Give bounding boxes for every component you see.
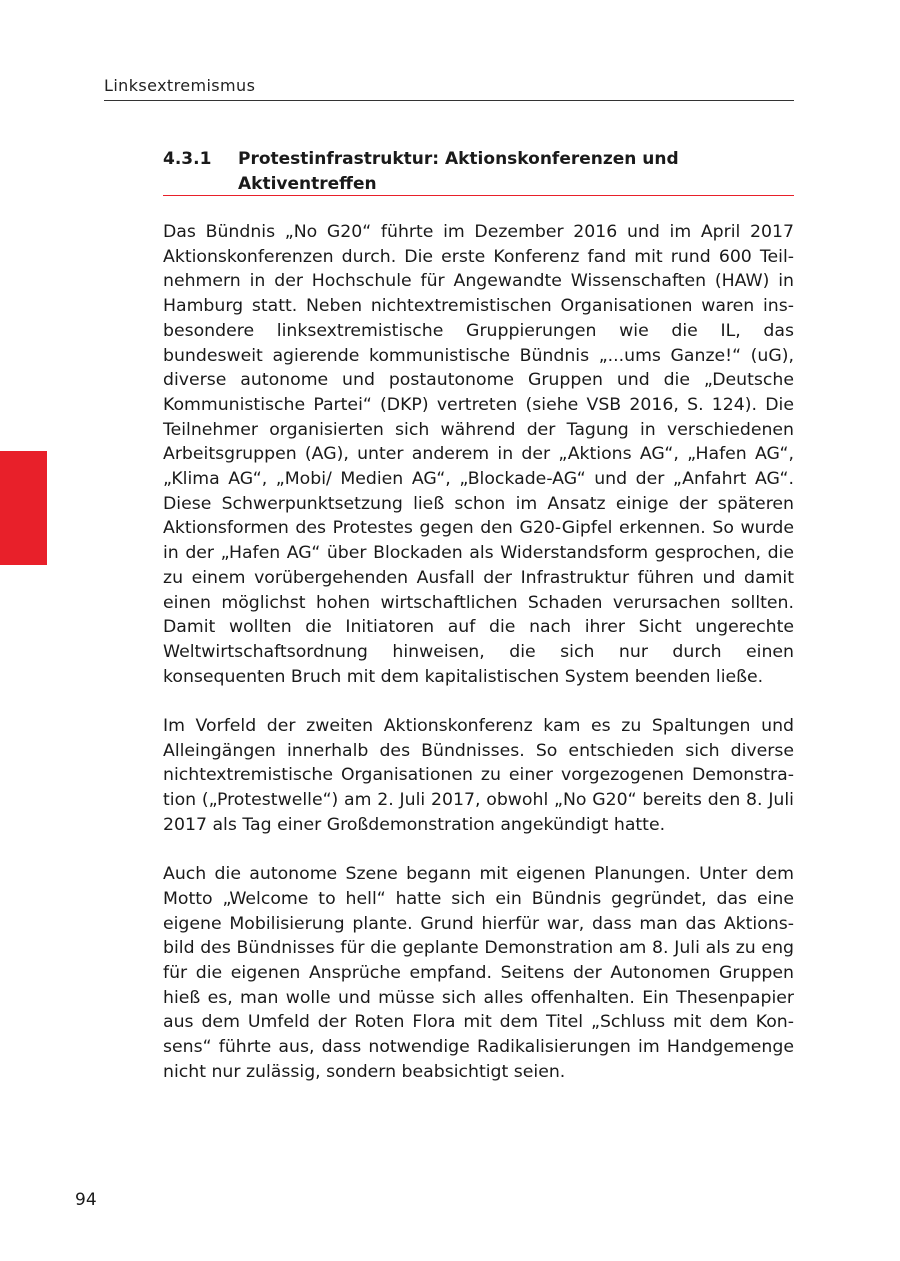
paragraph-2: Im Vorfeld der zweiten Aktionskonferenz kam es zu Spaltungen und Alleingängen innerhalb des Bündnisses. So entschieden sich diverse nichtextremistische Organisationen zu einer vorgezogenen Demonstration („Protestwelle“) am 2. Juli 2017, obwohl „No G20“ bereits den 8. Juli 2017 als Tag einer Großdemonstration angekündigt hatte.	[163, 716, 794, 835]
section-number: 4.3.1	[163, 149, 212, 169]
chapter-tab-marker	[0, 451, 47, 565]
running-head: Linksextremismus	[104, 76, 256, 95]
paragraph-1: Das Bündnis „No G20“ führte im Dezember 2016 und im April 2017 Aktionskonferenzen durch. Die erste Konferenz fand mit rund 600 Teilnehmern in der Hochschule für Angewandte Wissenschaften (HAW) in Hamburg statt. Neben nichtextremistischen Organisationen waren insbesondere linksextremistische Gruppierungen wie die IL, das bundesweit agierende kommunistische Bündnis „...ums Ganze!“ (uG), diverse autonome und postautonome Gruppen und die „Deutsche Kommunistische Partei“ (DKP) vertreten (siehe VSB 2016, S. 124). Die Teilnehmer organisierten sich während der Tagung in verschiedenen Arbeitsgruppen (AG), unter anderem in der „Aktions AG“, „Hafen AG“, „Klima AG“, „Mobi/ Medien AG“, „Blockade-AG“ und der „Anfahrt AG“. Diese Schwerpunktsetzung ließ schon im Ansatz einige der späteren Aktionsformen des Protestes gegen den G20-Gipfel erkennen. So wurde in der „Hafen AG“ über Blockaden als Widerstandsform gesprochen, die zu einem vorübergehenden Ausfall der Infrastruktur führen und damit einen möglichst hohen wirtschaftlichen Schaden verursachen sollten. Damit wollten die Initiatoren auf die nach ihrer Sicht ungerechte Weltwirtschaftsordnung hinweisen, die sich nur durch einen konsequenten Bruch mit dem kapitalistischen System beenden ließe.	[163, 222, 794, 687]
section-title: Protestinfrastruktur: Aktionskonferenzen und Aktiventreffen	[238, 149, 679, 194]
body-text	[163, 220, 794, 1109]
header-divider	[104, 100, 794, 101]
section-heading	[163, 147, 794, 197]
paragraph-3: Auch die autonome Szene begann mit eigenen Planungen. Unter dem Motto „Welcome to hell“ hatte sich ein Bündnis gegründet, das eine eigene Mobilisierung plante. Grund hierfür war, dass man das Aktionsbild des Bündnisses für die geplante Demonstration am 8. Juli als zu eng für die eigenen Ansprüche empfand. Seitens der Autonomen Gruppen hieß es, man wolle und müsse sich alles offenhalten. Ein Thesenpapier aus dem Umfeld der Roten Flora mit dem Titel „Schluss mit dem Konsens“ führte aus, dass notwendige Radikalisierungen im Handgemenge nicht nur zulässig, sondern beabsichtigt seien.	[163, 864, 794, 1082]
page-number: 94	[75, 1190, 97, 1210]
heading-underline	[163, 195, 794, 196]
